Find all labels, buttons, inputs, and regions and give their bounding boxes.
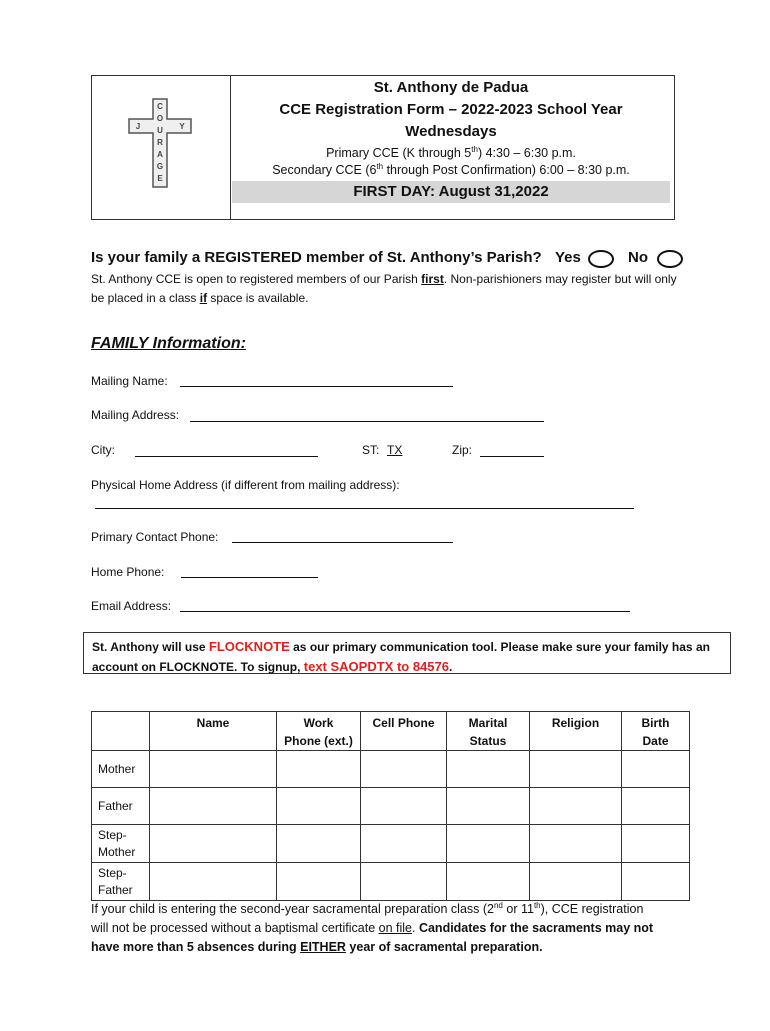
table-cell[interactable]: [150, 863, 277, 901]
physical-address-field[interactable]: [95, 508, 634, 509]
mailing-name-field[interactable]: [180, 386, 453, 387]
yes-label: Yes: [555, 249, 581, 266]
table-cell[interactable]: [622, 863, 690, 901]
header-religion: Religion: [530, 712, 622, 751]
home-phone-label: Home Phone:: [91, 565, 165, 579]
table-cell[interactable]: [150, 825, 277, 863]
city-label: City:: [91, 443, 115, 457]
header-cell-phone: Cell Phone: [361, 712, 447, 751]
parish-name: St. Anthony de Padua: [373, 79, 529, 96]
table-cell[interactable]: [530, 751, 622, 788]
table-row: [92, 751, 690, 788]
first-day-banner: FIRST DAY: August 31,2022: [232, 181, 670, 203]
flocknote-notice: St. Anthony will use FLOCKNOTE as our primary communication tool. Please make sure your family has an account on FLOCKNOTE. To signup, text SAOPDTX to 84576.: [83, 632, 731, 674]
cross-logo-icon: [91, 75, 231, 220]
logo-letter: O: [156, 114, 164, 123]
state-label: ST:: [362, 443, 380, 457]
flocknote-highlight: FLOCKNOTE: [208, 639, 290, 654]
logo-letter: U: [157, 126, 163, 135]
mailing-address-field[interactable]: [190, 421, 544, 422]
yes-radio[interactable]: [588, 250, 614, 268]
header-marital-status: Marital Status: [447, 712, 530, 751]
logo-letter: Y: [179, 122, 185, 131]
secondary-schedule: Secondary CCE (6th through Post Confirmation) 6:00 – 8:30 p.m.: [272, 161, 630, 177]
no-radio[interactable]: [657, 250, 683, 268]
row-label-step-father: Step- Father: [92, 863, 150, 901]
state-value[interactable]: TX: [387, 443, 403, 457]
signup-text: text SAOPDTX to 84576: [303, 659, 449, 674]
table-cell[interactable]: [530, 863, 622, 901]
logo-letter: A: [157, 150, 163, 159]
home-phone-field[interactable]: [181, 577, 318, 578]
table-cell[interactable]: [150, 751, 277, 788]
table-cell[interactable]: [150, 788, 277, 825]
mailing-name-label: Mailing Name:: [91, 374, 168, 388]
table-cell[interactable]: [361, 751, 447, 788]
row-label-mother: Mother: [92, 751, 150, 788]
table-cell[interactable]: [530, 788, 622, 825]
logo-letter: G: [156, 162, 164, 171]
table-cell[interactable]: [361, 825, 447, 863]
zip-field[interactable]: [480, 456, 544, 457]
table-cell[interactable]: [622, 751, 690, 788]
table-cell[interactable]: [361, 863, 447, 901]
header-name: Name: [150, 712, 277, 751]
logo-letter: C: [157, 102, 163, 111]
mailing-address-label: Mailing Address:: [91, 408, 180, 422]
membership-note-line2: be placed in a class if space is available.: [91, 291, 309, 305]
physical-address-label: Physical Home Address (if different from mailing address):: [91, 478, 400, 492]
table-row: [92, 825, 690, 863]
sacrament-note: If your child is entering the second-year sacramental preparation class (2nd or 11th), CCE registration will not be processed without a baptismal certificate on file. Candidates for the sacraments may not have more than 5 absences during EITHER year of sacramental preparation.: [91, 900, 654, 954]
zip-label: Zip:: [452, 443, 473, 457]
logo-cell: [91, 75, 231, 220]
family-heading: FAMILY Information:: [91, 335, 246, 352]
row-label-step-mother: Step- Mother: [92, 825, 150, 863]
table-row: [92, 788, 690, 825]
table-cell[interactable]: [277, 788, 361, 825]
table-cell[interactable]: [277, 863, 361, 901]
primary-schedule: Primary CCE (K through 5th) 4:30 – 6:30 p.m.: [326, 144, 576, 160]
logo-letter: E: [157, 174, 163, 183]
table-cell[interactable]: [447, 788, 530, 825]
table-cell[interactable]: [622, 788, 690, 825]
row-label-father: Father: [92, 788, 150, 825]
table-cell[interactable]: [447, 825, 530, 863]
email-field[interactable]: [180, 611, 630, 612]
logo-letter: J: [135, 122, 141, 131]
table-cell[interactable]: [447, 751, 530, 788]
table-corner-cell: [92, 712, 150, 751]
no-label: No: [628, 249, 648, 266]
primary-phone-field[interactable]: [232, 542, 453, 543]
membership-question: Is your family a REGISTERED member of St. Anthony’s Parish?: [91, 249, 542, 266]
city-field[interactable]: [135, 456, 318, 457]
header-work-phone: Work Phone (ext.): [277, 712, 361, 751]
table-cell[interactable]: [361, 788, 447, 825]
table-row: [92, 863, 690, 901]
table-cell[interactable]: [530, 825, 622, 863]
table-cell[interactable]: [277, 751, 361, 788]
table-cell[interactable]: [622, 825, 690, 863]
primary-phone-label: Primary Contact Phone:: [91, 530, 219, 544]
class-day: Wednesdays: [405, 123, 497, 140]
table-cell[interactable]: [447, 863, 530, 901]
logo-letter: R: [157, 138, 163, 147]
table-header-row: [92, 712, 690, 751]
form-title: CCE Registration Form – 2022-2023 School Year: [279, 101, 623, 118]
email-label: Email Address:: [91, 599, 172, 613]
family-table: [91, 711, 690, 901]
header-birth-date: Birth Date: [622, 712, 690, 751]
membership-note-line1: St. Anthony CCE is open to registered members of our Parish first. Non-parishioners may register but will only: [91, 272, 677, 286]
table-cell[interactable]: [277, 825, 361, 863]
